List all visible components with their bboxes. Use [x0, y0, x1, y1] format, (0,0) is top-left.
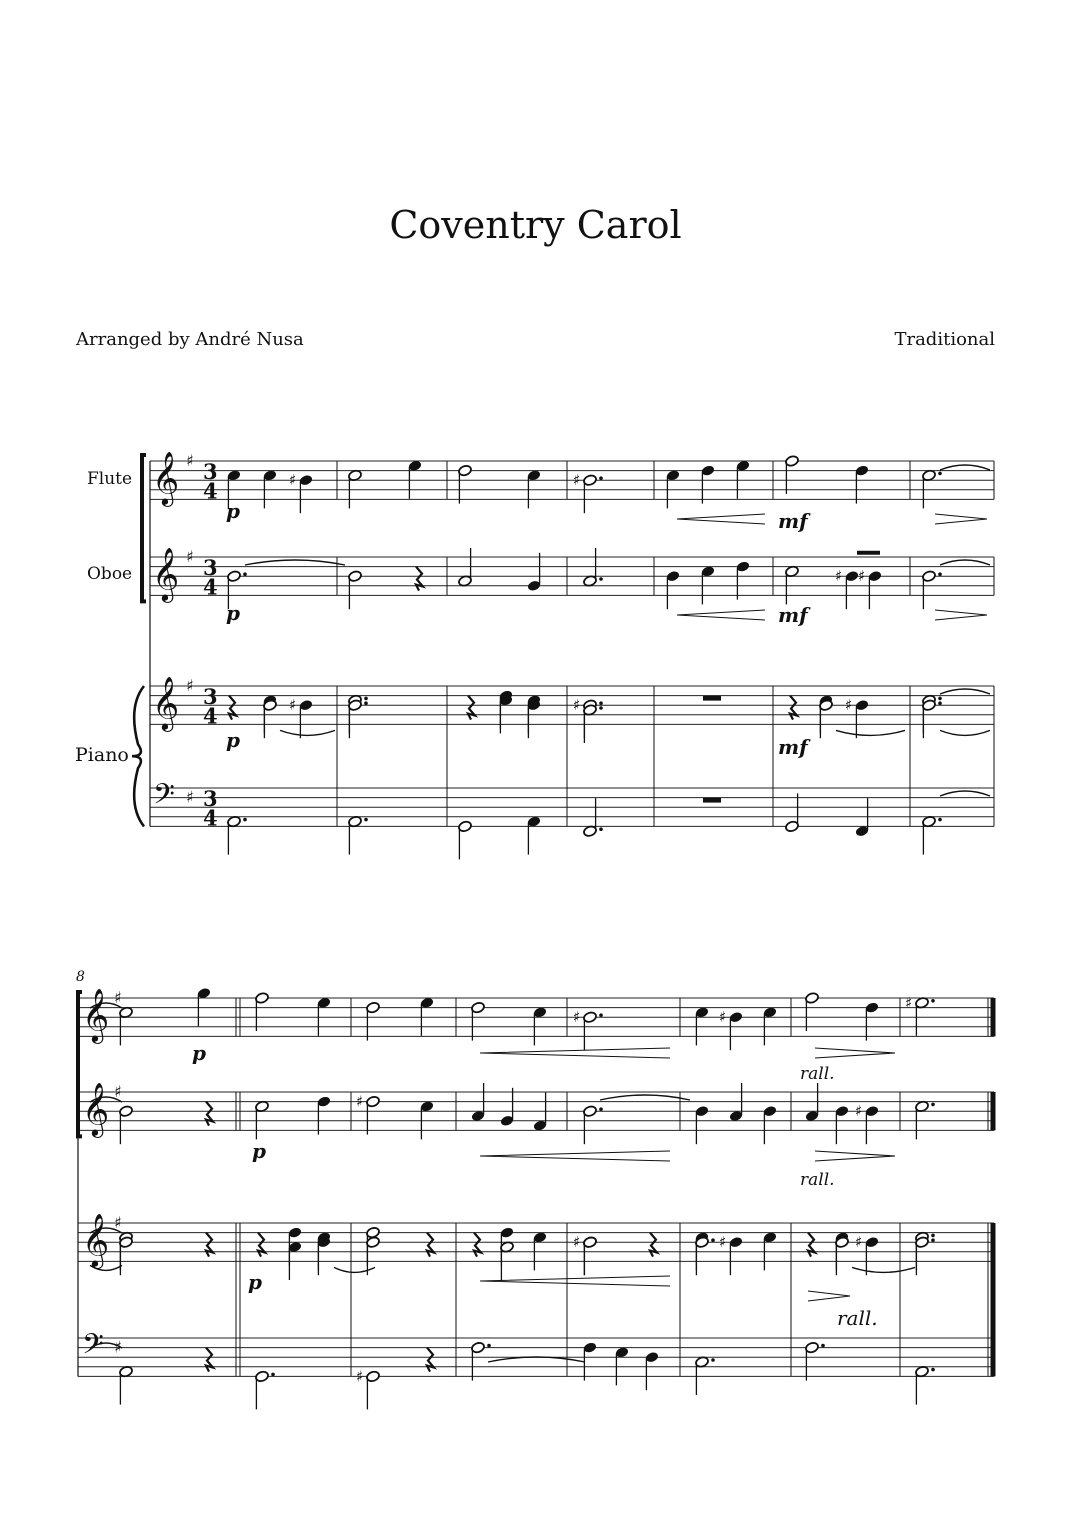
- time-signature-bottom: 4: [203, 703, 218, 729]
- dot: [938, 697, 942, 701]
- dot: [931, 1103, 935, 1107]
- key-signature-sharp: ♯: [186, 450, 194, 470]
- rall-marking: rall.: [800, 1170, 835, 1190]
- decrescendo-hairpin: [808, 1291, 850, 1301]
- crescendo-hairpin: [480, 1048, 670, 1058]
- sharp-accidental: ♯: [356, 1092, 364, 1111]
- dot: [931, 1368, 935, 1372]
- crescendo-hairpin: [480, 1151, 670, 1161]
- rall-marking: rall.: [837, 1306, 878, 1330]
- dot: [599, 476, 603, 480]
- time-signature-bottom: 4: [203, 805, 218, 831]
- quarter-rest: [206, 1348, 213, 1372]
- sharp-accidental: ♯: [855, 1233, 863, 1252]
- dynamic-piano: p: [226, 499, 240, 523]
- piano-label: Piano: [75, 744, 129, 766]
- dot: [487, 1344, 491, 1348]
- treble-clef-icon: 𝄞: [82, 1081, 110, 1136]
- key-signature-sharp: ♯: [114, 987, 122, 1007]
- dot: [938, 472, 942, 476]
- dot: [599, 1013, 603, 1017]
- sharp-accidental: ♯: [835, 567, 843, 586]
- quarter-rest: [650, 1233, 657, 1257]
- dot: [931, 1238, 935, 1242]
- system-1: [75, 451, 994, 860]
- decrescendo-hairpin: [935, 514, 987, 524]
- dot: [243, 818, 247, 822]
- treble-clef-icon: 𝄞: [152, 450, 180, 505]
- tie: [940, 560, 990, 565]
- sharp-accidental: ♯: [356, 1367, 364, 1386]
- quarter-rest: [229, 696, 236, 720]
- time-signature-bottom: 4: [203, 478, 218, 504]
- quarter-rest: [427, 1348, 434, 1372]
- tie: [852, 1267, 915, 1272]
- dot: [599, 706, 603, 710]
- whole-rest: [703, 798, 721, 803]
- quarter-rest: [474, 1233, 481, 1257]
- rall-marking: rall.: [800, 1064, 835, 1084]
- treble-clef-icon: 𝄞: [82, 1212, 110, 1267]
- tie: [940, 465, 990, 470]
- sharp-accidental: ♯: [289, 696, 297, 715]
- bass-clef-icon: 𝄢: [153, 778, 175, 819]
- dynamic-mezzo-forte: mf: [778, 735, 808, 759]
- tie: [334, 1267, 375, 1272]
- measure-number: 8: [76, 969, 85, 985]
- flute-staff: [78, 998, 994, 1036]
- composer-credit: Traditional: [894, 329, 995, 350]
- dot: [938, 572, 942, 576]
- sharp-accidental: ♯: [719, 1233, 727, 1252]
- dot: [243, 572, 247, 576]
- crescendo-hairpin: [677, 610, 765, 620]
- quarter-rest: [258, 1233, 265, 1257]
- sharp-accidental: ♯: [573, 1008, 581, 1027]
- sharp-accidental: ♯: [858, 567, 866, 586]
- ensemble-bracket: [142, 455, 146, 601]
- sharp-accidental: ♯: [573, 696, 581, 715]
- tie: [245, 560, 345, 565]
- arranger-credit: Arranged by André Nusa: [76, 329, 304, 350]
- dynamic-piano: p: [248, 1270, 262, 1294]
- decrescendo-hairpin: [815, 1151, 895, 1161]
- dot: [711, 1358, 715, 1362]
- dot: [364, 697, 368, 701]
- treble-clef-icon: 𝄞: [152, 546, 180, 601]
- tie: [836, 730, 905, 735]
- dot: [599, 827, 603, 831]
- dynamic-piano: p: [252, 1139, 266, 1163]
- system-2: [76, 969, 994, 1409]
- quarter-rest: [206, 1233, 213, 1257]
- sharp-accidental: ♯: [855, 1102, 863, 1121]
- quarter-rest: [416, 567, 423, 591]
- tie: [940, 689, 990, 694]
- flute-staff: [150, 461, 994, 499]
- crescendo-hairpin: [480, 1276, 670, 1286]
- time-signature-top: 3: [203, 459, 218, 485]
- bass-clef-icon: 𝄢: [82, 1328, 104, 1369]
- dynamic-piano: p: [226, 601, 240, 625]
- sharp-accidental: ♯: [573, 1233, 581, 1252]
- dot: [599, 701, 603, 705]
- dot: [821, 1344, 825, 1348]
- dot: [599, 577, 603, 581]
- dynamic-piano: p: [226, 728, 240, 752]
- quarter-rest: [790, 696, 797, 720]
- dynamic-mezzo-forte: mf: [778, 509, 808, 533]
- sharp-accidental: ♯: [905, 993, 913, 1012]
- decrescendo-hairpin: [935, 610, 987, 620]
- sharp-accidental: ♯: [719, 1008, 727, 1027]
- dot: [938, 701, 942, 705]
- key-signature-sharp: ♯: [114, 1337, 122, 1357]
- quarter-rest: [808, 1233, 815, 1257]
- whole-rest: [703, 696, 721, 701]
- key-signature-sharp: ♯: [114, 1081, 122, 1101]
- dot: [938, 818, 942, 822]
- score-title: Coventry Carol: [389, 203, 682, 247]
- decrescendo-hairpin: [815, 1048, 895, 1058]
- time-signature-top: 3: [203, 555, 218, 581]
- dot: [931, 1234, 935, 1238]
- tie: [940, 730, 990, 735]
- dot: [931, 999, 935, 1003]
- dynamic-piano: p: [192, 1041, 206, 1065]
- time-signature-bottom: 4: [203, 574, 218, 600]
- dot: [364, 818, 368, 822]
- piano-brace: [132, 686, 144, 826]
- key-signature-sharp: ♯: [114, 1212, 122, 1232]
- quarter-rest: [427, 1233, 434, 1257]
- crescendo-hairpin: [677, 514, 765, 524]
- sharp-accidental: ♯: [289, 471, 297, 490]
- tie: [940, 791, 990, 796]
- tie: [600, 1095, 690, 1100]
- key-signature-sharp: ♯: [186, 675, 194, 695]
- sharp-accidental: ♯: [573, 471, 581, 490]
- sharp-accidental: ♯: [845, 696, 853, 715]
- quarter-rest: [468, 696, 475, 720]
- time-signature-top: 3: [203, 786, 218, 812]
- dot: [364, 701, 368, 705]
- key-signature-sharp: ♯: [186, 787, 194, 807]
- dot: [271, 1373, 275, 1377]
- key-signature-sharp: ♯: [186, 546, 194, 566]
- flute-label: Flute: [87, 469, 133, 489]
- oboe-staff: [150, 557, 994, 595]
- tie: [280, 730, 335, 735]
- treble-clef-icon: 𝄞: [82, 987, 110, 1042]
- dot: [711, 1238, 715, 1242]
- dot: [599, 1107, 603, 1111]
- treble-clef-icon: 𝄞: [152, 675, 180, 730]
- oboe-label: Oboe: [87, 564, 133, 584]
- tie: [488, 1357, 585, 1362]
- dynamic-mezzo-forte: mf: [778, 603, 808, 627]
- quarter-rest: [206, 1102, 213, 1126]
- time-signature-top: 3: [203, 684, 218, 710]
